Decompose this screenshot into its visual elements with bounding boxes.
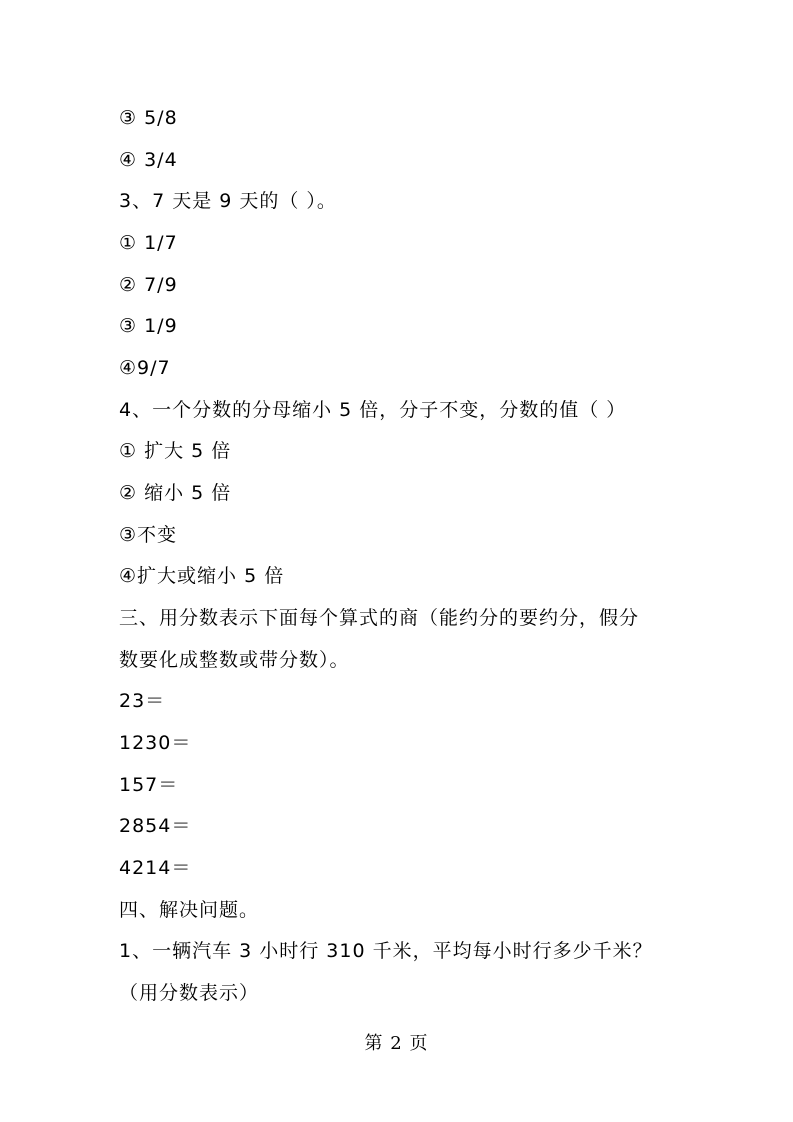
question-line: 1、一辆汽车 3 小时行 310 千米，平均每小时行多少千米？ bbox=[119, 940, 653, 962]
option-line: ② 7/9 bbox=[119, 274, 178, 296]
section-heading: 三、用分数表示下面每个算式的商（能约分的要约分，假分 bbox=[119, 607, 640, 629]
option-line: ④扩大或缩小 5 倍 bbox=[119, 565, 285, 587]
option-line: ③ 5/8 bbox=[119, 107, 178, 129]
question-line: 4、一个分数的分母缩小 5 倍，分子不变，分数的值（ ） bbox=[119, 399, 627, 421]
question-line: 3、7 天是 9 天的（ ）。 bbox=[119, 190, 337, 212]
page-number-footer: 第 2 页 bbox=[364, 1033, 429, 1054]
option-line: ③ 1/9 bbox=[119, 315, 178, 337]
expression-line: 2854＝ bbox=[119, 815, 192, 837]
option-line: ④9/7 bbox=[119, 357, 171, 379]
option-line: ① 1/7 bbox=[119, 232, 178, 254]
expression-line: 1230＝ bbox=[119, 732, 192, 754]
option-line: ④ 3/4 bbox=[119, 149, 178, 171]
section-heading: 四、解决问题。 bbox=[119, 899, 260, 921]
expression-line: 23＝ bbox=[119, 690, 166, 712]
option-line: ② 缩小 5 倍 bbox=[119, 482, 232, 504]
section-heading-continued: 数要化成整数或带分数）。 bbox=[119, 649, 350, 671]
option-line: ① 扩大 5 倍 bbox=[119, 440, 232, 462]
option-line: ③不变 bbox=[119, 524, 178, 546]
question-line-continued: （用分数表示） bbox=[119, 982, 260, 1004]
expression-line: 4214＝ bbox=[119, 857, 192, 879]
expression-line: 157＝ bbox=[119, 774, 179, 796]
